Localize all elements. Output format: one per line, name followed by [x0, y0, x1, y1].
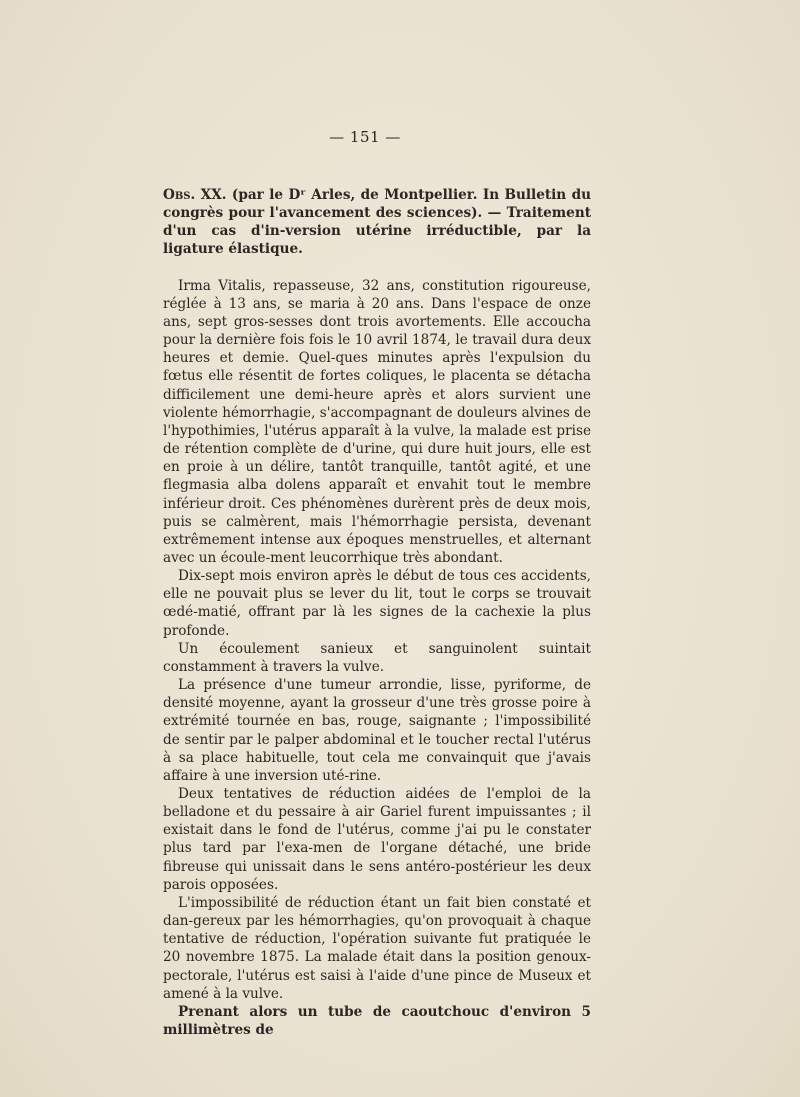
- paragraph-reduction-attempts: Deux tentatives de réduction aidées de l'emploi de la belladone et du pessaire à air Gariel furent impuissantes ; il existait dans le fond de l'utérus, comme j'ai pu le constater plus tard par l'exa-men de l'organe détaché, une bride fibreuse qui unissait dans le sens antéro-postérieur les deux parois opposées.: [163, 786, 591, 893]
- observation-label: Obs. XX.: [163, 187, 227, 203]
- paragraph-discharge: Un écoulement sanieux et sanguinolent suintait constamment à travers la vulve.: [163, 640, 591, 675]
- observation-heading: [163, 186, 591, 259]
- paragraph-history: Irma Vitalis, repasseuse, 32 ans, constitution rigoureuse, réglée à 13 ans, se maria à 20 ans. Dans l'espace de onze ans, sept gros-sesses dont trois avortements. Elle accoucha pour la dernière fois fois le 10 avril 1874, le travail dura deux heures et demie. Quel-ques minutes après l'expulsion du fœtus elle résentit de fortes coliques, le placenta se détacha difficilement une demi-heure après et alors survient une violente hémorrhagie, s'accompagnant de douleurs alvines de l'hypothimies, l'utérus apparaît à la vulve, la malade est prise de rétention complète de d'urine, qui dure huit jours, elle est en proie à un délire, tantôt tranquille, tantôt agité, et une flegmasia alba dolens apparaît et envahit tout le membre inférieur droit. Ces phénomènes durèrent près de deux mois, puis se calmèrent, mais l'hémorrhagie persista, devenant extrêmement intense aux époques menstruelles, et alternant avec un écoule-ment leucorrhique très abondant.: [163, 277, 591, 566]
- paragraph-tube: Prenant alors un tube de caoutchouc d'environ 5 millimètres de: [163, 1003, 591, 1039]
- paragraph-diagnosis: La présence d'une tumeur arrondie, lisse, pyriforme, de densité moyenne, ayant la grosseur d'une très grosse poire à extrémité tournée en bas, rouge, saignante ; l'impossibilité de sentir par le palper abdominal et le toucher rectal l'utérus à sa place habituelle, tout cela me convainquit que j'avais affaire à une inversion uté-rine.: [163, 677, 591, 784]
- page-number: — 151 —: [329, 128, 401, 146]
- paragraph-operation: L'impossibilité de réduction étant un fait bien constaté et dan-gereux par les hémorrhagies, qu'on provoquait à chaque tentative de réduction, l'opération suivante fut pratiquée le 20 novembre 1875. La malade était dans la position genoux-pectorale, l'utérus est saisi à l'aide d'une pince de Museux et amené à la vulve.: [163, 894, 591, 1002]
- paragraph-cachexia: Dix-sept mois environ après le début de tous ces accidents, elle ne pouvait plus se lever du lit, tout le corps se trouvait œdé-matié, offrant par là les signes de la cachexie la plus profonde.: [163, 568, 591, 639]
- body-text: [163, 186, 591, 1039]
- observation-text: (par le Dʳ Arles, de Montpellier. In Bulletin du congrès pour l'avancement des sciences). — Traitement d'un cas d'in-version utérine irréductible, par la ligature élastique.: [163, 187, 591, 258]
